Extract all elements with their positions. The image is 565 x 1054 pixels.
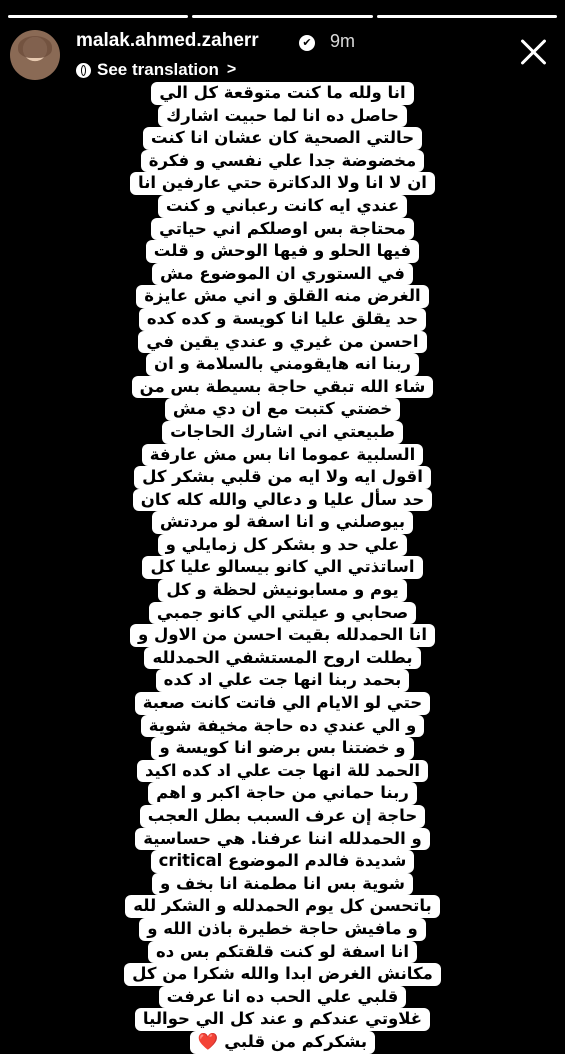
story-text-line: حتي لو الايام الي فاتت كانت صعبة bbox=[135, 692, 430, 715]
avatar[interactable] bbox=[10, 30, 60, 80]
heart-icon: ❤️ bbox=[197, 1031, 219, 1051]
story-text-line: صحابي و عيلتي الي كانو جمبي bbox=[149, 602, 416, 625]
story-text-line: شاء الله تبقي حاجة بسيطة بس من bbox=[132, 376, 434, 399]
post-time: 9m bbox=[330, 31, 356, 51]
story-text-line: و مافيش حاجة خطيرة باذن الله و bbox=[139, 918, 425, 941]
story-text-line: عندي ايه كانت رعباني و كنت bbox=[158, 195, 407, 218]
story-text-block bbox=[40, 82, 525, 1051]
story-text-line: في الستوري ان الموضوع مش bbox=[152, 263, 413, 286]
story-text-line: بطلت اروح المستشفي الحمدلله bbox=[144, 647, 420, 670]
see-translation-label: See translation bbox=[97, 60, 219, 79]
translate-globe-icon bbox=[76, 63, 91, 78]
story-text-line: باتحسن كل يوم الحمدلله و الشكر لله bbox=[125, 895, 440, 918]
story-text-line: مخضوضة جدا علي نفسي و فكرة bbox=[141, 150, 424, 173]
chevron-right-icon: > bbox=[226, 61, 237, 78]
story-text-line: الحمد للة انها جت علي اد كده اكيد bbox=[137, 760, 428, 783]
progress-segment bbox=[192, 15, 372, 18]
story-text-line: محتاجة بس اوصلكم اني حياتي bbox=[151, 218, 414, 241]
story-text-line: فيها الحلو و فيها الوحش و قلت bbox=[146, 240, 419, 263]
story-text-line: ربنا انه هايقومني بالسلامة و ان bbox=[146, 353, 419, 376]
username[interactable]: malak.ahmed.zaherr bbox=[76, 30, 259, 51]
story-header bbox=[10, 28, 555, 84]
story-text-line: بيوصلني و انا اسفة لو مردتش bbox=[152, 511, 413, 534]
story-text-line: انا الحمدلله بقيت احسن من الاول و bbox=[130, 624, 435, 647]
story-text-line: ربنا حماني من حاجة اكبر و اهم bbox=[148, 782, 417, 805]
story-text-line: السلبية عموما انا بس مش عارفة bbox=[142, 444, 424, 467]
progress-segment bbox=[8, 15, 188, 18]
story-text-line: خضتي كتبت مع ان دي مش bbox=[165, 398, 400, 421]
story-text-line: حاجة إن عرف السبب بطل العجب bbox=[140, 805, 426, 828]
story-text-line: حد يقلق عليا انا كويسة و كده كده bbox=[139, 308, 426, 331]
story-text-line: احسن من غيري و عندي يقين في bbox=[138, 331, 426, 354]
story-text-line: شديدة فالدم الموضوع critical bbox=[151, 850, 415, 873]
verified-badge-icon: ✔ bbox=[299, 35, 315, 51]
story-text-line: و خضتنا بس برضو انا كويسة و bbox=[151, 737, 413, 760]
story-text-line: انا ولله ما كنت متوقعة كل الي bbox=[151, 82, 413, 105]
story-progress-bar bbox=[8, 15, 557, 18]
story-text-line: و الحمدلله اننا عرفنا. هي حساسية bbox=[135, 828, 430, 851]
story-text-line: علي حد و بشكر كل زمايلي و bbox=[158, 534, 408, 557]
story-text-line: حاصل ده انا لما حبيت اشارك bbox=[158, 105, 407, 128]
story-text-line: ان لا انا ولا الدكاترة حتي عارفين انا bbox=[130, 172, 435, 195]
story-text-line: غلاوتي عندكم و عند كل الي حواليا bbox=[135, 1008, 430, 1031]
story-text-line: مكانش الغرض ابدا والله شكرا من كل bbox=[124, 963, 441, 986]
story-text-line: الغرض منه القلق و اني مش عايزة bbox=[136, 285, 428, 308]
story-text-line bbox=[190, 1031, 375, 1054]
story-text-line: شوية بس انا مطمنة انا بخف و bbox=[152, 873, 413, 896]
story-text-line: حالتي الصحية كان عشان انا كنت bbox=[143, 127, 422, 150]
story-text-line: حد سأل عليا و دعالي والله كله كان bbox=[133, 489, 432, 512]
story-text-line: قلبي علي الحب ده انا عرفت bbox=[159, 986, 407, 1009]
story-text-line: اساتذتي الي كانو بيسالو عليا كل bbox=[142, 556, 422, 579]
progress-segment bbox=[377, 15, 557, 18]
story-text-line: اقول ايه ولا ايه من قلبي بشكر كل bbox=[134, 466, 431, 489]
story-text-line: و الي عندي ده حاجة مخيفة شوية bbox=[141, 715, 425, 738]
story-text-line: طبيعتي اني اشارك الحاجات bbox=[162, 421, 403, 444]
close-icon[interactable] bbox=[515, 34, 551, 70]
see-translation-button[interactable] bbox=[76, 58, 236, 82]
story-text-line: بحمد ربنا انها جت علي اد كده bbox=[156, 669, 410, 692]
story-text-line-label: بشكركم من قلبي bbox=[224, 1031, 368, 1051]
story-text-line: انا اسفة لو كنت قلقتكم بس ده bbox=[148, 941, 417, 964]
story-text-line: يوم و مسابونيش لحظة و كل bbox=[158, 579, 406, 602]
